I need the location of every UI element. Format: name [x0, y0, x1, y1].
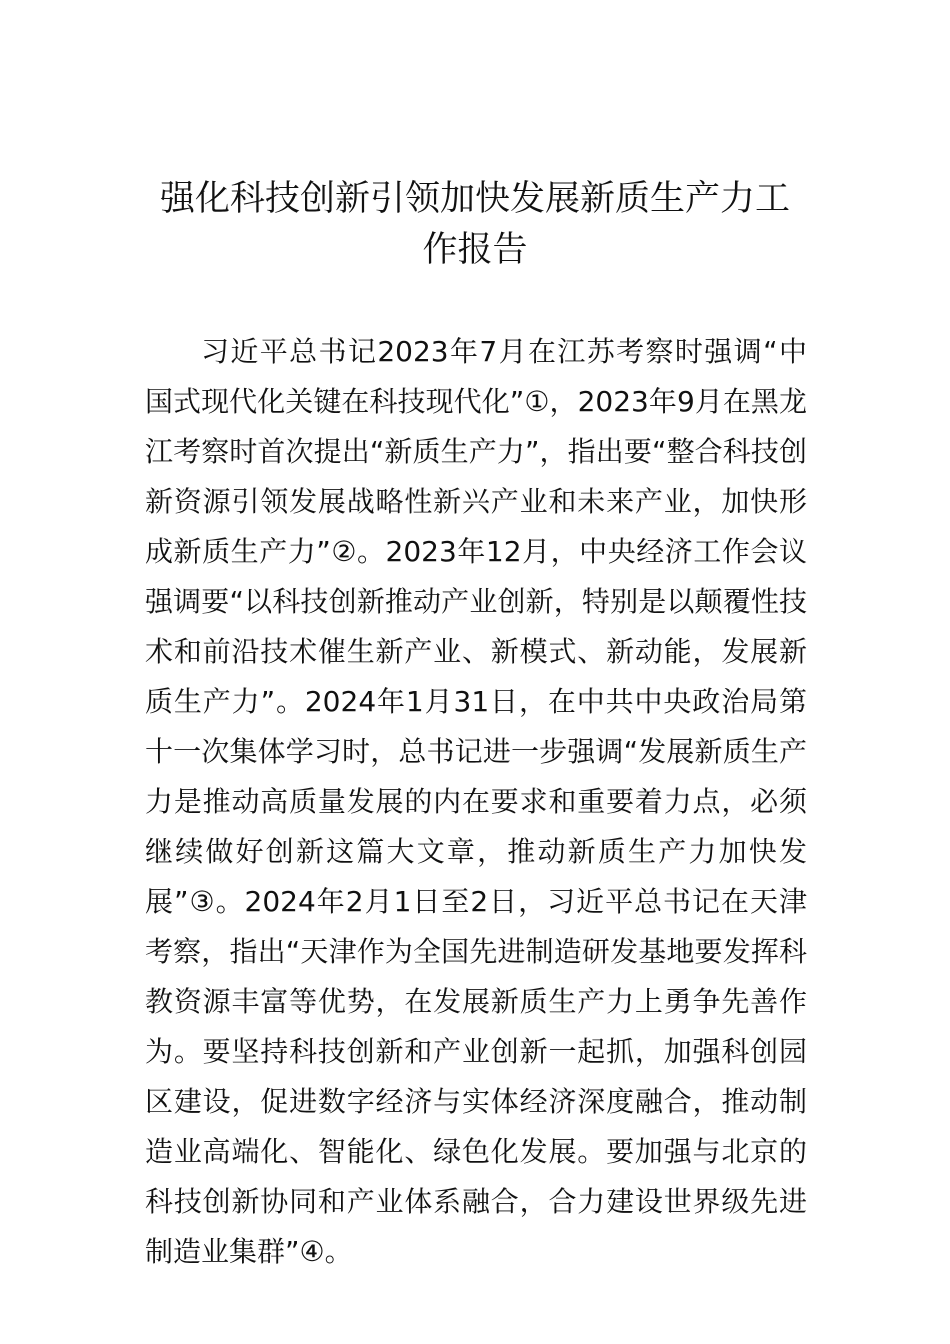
body-paragraph: 习近平总书记2023年7月在江苏考察时强调“中国式现代化关键在科技现代化”①，2023年9月在黑龙江考察时首次提出“新质生产力”，指出要“整合科技创新资源引领发展战略性新兴产业和未来产业，加快形成新质生产力”②。2023年12月，中央经济工作会议强调要“以科技创新推动产业创新，特别是以颠覆性技术和前沿技术催生新产业、新模式、新动能，发展新质生产力”。2024年1月31日，在中共中央政治局第十一次集体学习时，总书记进一步强调“发展新质生产力是推动高质量发展的内在要求和重要着力点，必须继续做好创新这篇大文章，推动新质生产力加快发展”③。2024年2月1日至2日，习近平总书记在天津考察，指出“天津作为全国先进制造研发基地要发挥科教资源丰富等优势，在发展新质生产力上勇争先善作为。要坚持科技创新和产业创新一起抓，加强科创园区建设，促进数字经济与实体经济深度融合，推动制造业高端化、智能化、绿色化发展。要加强与北京的科技创新协同和产业体系融合，合力建设世界级先进制造业集群”④。	[145, 335, 807, 1268]
document-title: 强化科技创新引领加快发展新质生产力工作报告	[159, 179, 790, 270]
